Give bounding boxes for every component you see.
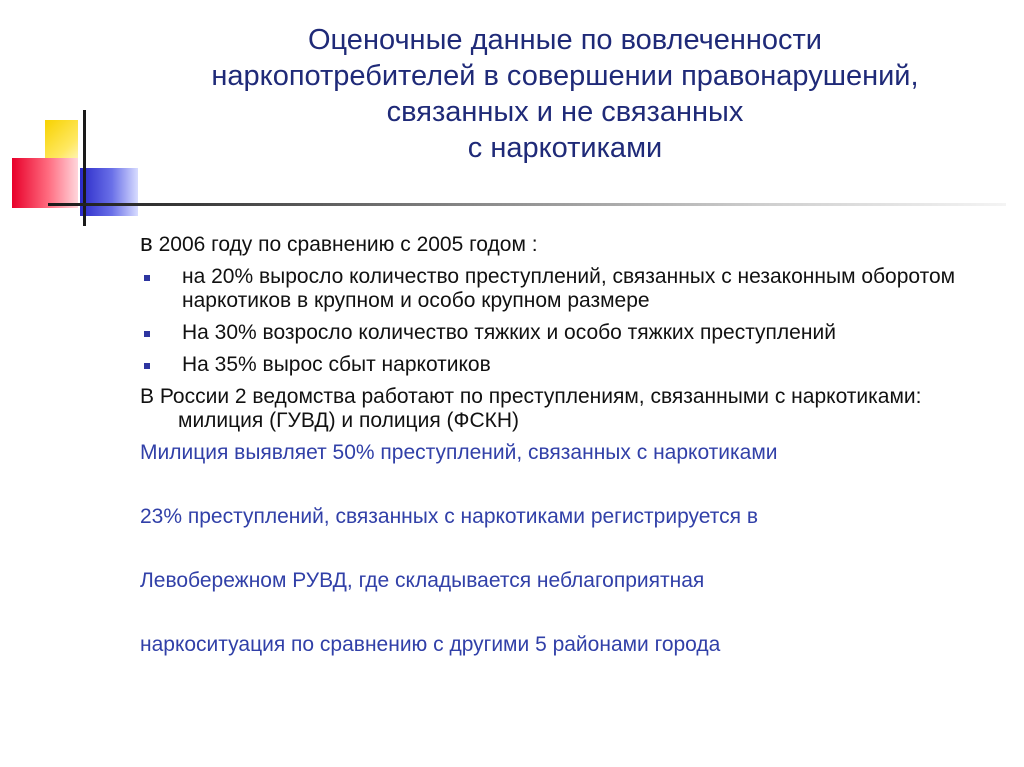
blue-text-line-4: наркоситуация по сравнению с другими 5 районами города [140, 633, 721, 656]
title-line-1: Оценочные данные по вовлеченности [307, 24, 823, 56]
intro-text [140, 232, 1000, 257]
list-item-text: на 20% выросло количество преступлений, связанных с незаконным оборотом наркотиков в крупном и особо крупном размере [182, 265, 956, 312]
decor-red-square [12, 158, 78, 208]
square-bullet-icon [144, 331, 150, 337]
intro-lead: в [140, 230, 153, 257]
intro-rest: 2006 году по сравнению с 2005 годом : [152, 233, 538, 256]
decor-yellow-square [45, 120, 78, 158]
blue-text-line-3: Левобережном РУВД, где складывается неблагоприятная [140, 569, 705, 592]
title-line-4: с наркотиками [467, 132, 663, 164]
square-bullet-icon [144, 275, 150, 281]
bullet-list [140, 265, 1000, 377]
blue-text-line-2: 23% преступлений, связанных с наркотиками регистрируется в [140, 505, 759, 528]
decor-horizontal-divider [48, 203, 1006, 206]
list-item [140, 353, 1000, 377]
square-bullet-icon [144, 363, 150, 369]
list-item [140, 321, 1000, 345]
title-line-3: связанных и не связанных [386, 96, 744, 128]
list-item [140, 265, 1000, 313]
decor-vertical-line [83, 110, 86, 226]
slide-body [140, 232, 1000, 657]
blue-text-line-1: Милиция выявляет 50% преступлений, связанных с наркотиками [140, 441, 778, 464]
list-item-text: На 30% возросло количество тяжких и особо тяжких преступлений [182, 321, 836, 344]
list-item-text: На 35% вырос сбыт наркотиков [182, 353, 491, 376]
decor-blue-square [80, 168, 138, 216]
slide-title [130, 22, 1000, 166]
russia-agencies-text: В России 2 ведомства работают по преступлениям, связанными с наркотиками: милиция (ГУВД) и полиция (ФСКН) [140, 385, 922, 432]
title-line-2: наркопотребителей в совершении правонарушений, [211, 60, 919, 92]
